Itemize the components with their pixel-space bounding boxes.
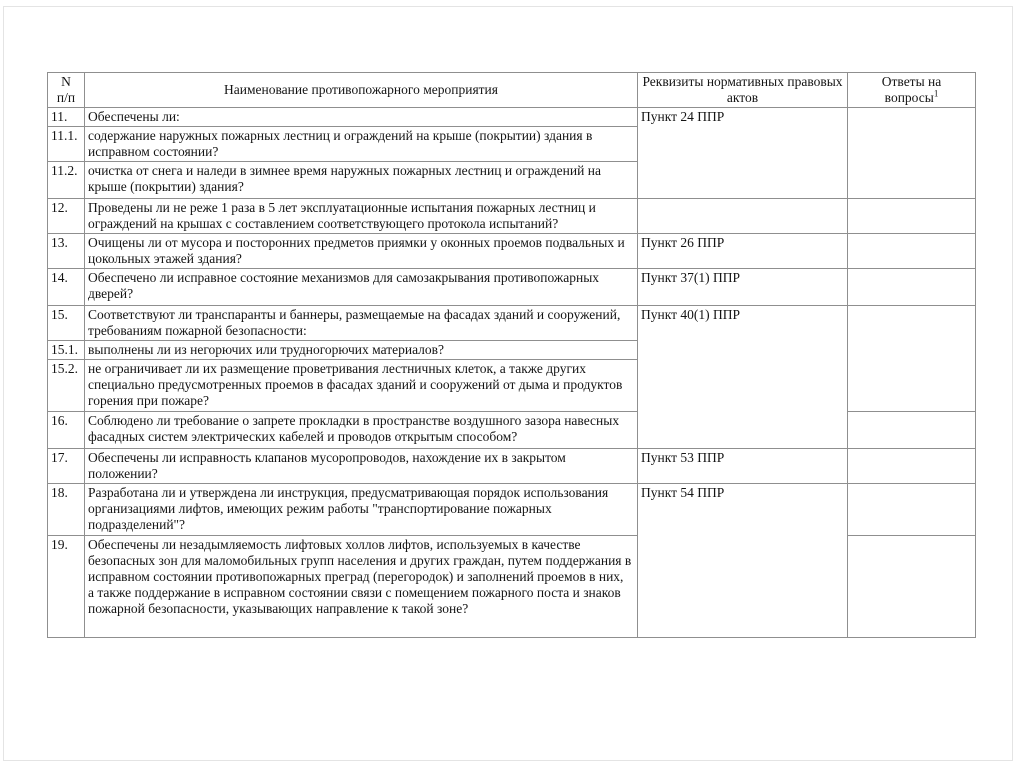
measure-text-cell: Очищены ли от мусора и посторонних предметов приямки у оконных проемов подвальных и цокольных этажей здания? [85,234,638,269]
answer-cell [848,412,976,449]
header-answers-line1: Ответы на [881,74,942,89]
answer-cell [848,269,976,306]
footnote-marker: 1 [933,88,939,99]
answer-cell [848,108,976,199]
answer-cell [848,484,976,536]
fire-safety-checklist-table [47,72,976,638]
header-num-line2: п/п [56,90,76,105]
answer-cell [848,449,976,484]
measure-text-cell: Соответствуют ли транспаранты и баннеры, размещаемые на фасадах зданий и сооружений, требованиям пожарной безопасности: [85,306,638,341]
requisite-cell: Пункт 40(1) ППР [638,306,848,449]
table-row [48,306,976,341]
table-row [48,108,976,127]
requisite-cell: Пункт 54 ППР [638,484,848,638]
measure-text-cell: Соблюдено ли требование о запрете прокладки в пространстве воздушного зазора навесных фасадных систем электрических кабелей и проводов открытым способом? [85,412,638,449]
header-measure-name: Наименование противопожарного мероприятия [85,73,638,108]
answer-cell [848,234,976,269]
header-requisites: Реквизиты нормативных правовых актов [638,73,848,108]
row-number-cell: 13. [48,234,85,269]
row-number-cell: 15.1. [48,341,85,360]
header-answers-line2: вопросы$^1$ [884,88,939,105]
requisite-cell: Пункт 37(1) ППР [638,269,848,306]
measure-text-cell: Проведены ли не реже 1 раза в 5 лет эксплуатационные испытания пожарных лестниц и ограждений на крышах с составлением соответствующего протокола испытаний? [85,199,638,234]
answer-cell [848,199,976,234]
row-number-cell: 19. [48,536,85,638]
table-row [48,449,976,484]
requisite-cell: Пункт 26 ППР [638,234,848,269]
row-number-cell: 11. [48,108,85,127]
row-number-cell: 16. [48,412,85,449]
header-answers [848,73,976,108]
row-number-cell: 15. [48,306,85,341]
measure-text-cell: Обеспечены ли исправность клапанов мусоропроводов, нахождение их в закрытом положении? [85,449,638,484]
measure-text-cell: очистка от снега и наледи в зимнее время наружных пожарных лестниц и ограждений на крыше (покрытии) здания? [85,162,638,199]
table-header-row [48,73,976,108]
requisite-cell: Пункт 53 ППР [638,449,848,484]
header-num-line1: N [61,74,71,89]
row-number-cell: 11.1. [48,127,85,162]
header-num [48,73,85,108]
row-number-cell: 14. [48,269,85,306]
row-number-cell: 12. [48,199,85,234]
row-number-cell: 15.2. [48,360,85,412]
measure-text-cell: не ограничивает ли их размещение проветривания лестничных клеток, а также других специально предусмотренных проемов в фасадах зданий и сооружений от дыма и продуктов горения при пожаре? [85,360,638,412]
table-row [48,269,976,306]
table-row [48,199,976,234]
table-row [48,484,976,536]
requisite-cell [638,199,848,234]
requisite-cell: Пункт 24 ППР [638,108,848,199]
answer-cell [848,306,976,412]
row-number-cell: 11.2. [48,162,85,199]
measure-text-cell: Обеспечены ли незадымляемость лифтовых холлов лифтов, используемых в качестве безопасных зон для маломобильных групп населения и других граждан, путем поддержания в исправном состоянии противопожарных преград (перегородок) и заполнений проемов в них, а также поддержание в исправном состоянии связи с помещением пожарного поста и знаков пожарной безопасности, указывающих направление к такой зоне? [85,536,638,638]
measure-text-cell: Разработана ли и утверждена ли инструкция, предусматривающая порядок использования организациями лифтов, имеющих режим работы "транспортирование пожарных подразделений"? [85,484,638,536]
measure-text-cell: Обеспечено ли исправное состояние механизмов для самозакрывания противопожарных дверей? [85,269,638,306]
measure-text-cell: Обеспечены ли: [85,108,638,127]
measure-text-cell: выполнены ли из негорючих или трудногорючих материалов? [85,341,638,360]
table-row [48,234,976,269]
measure-text-cell: содержание наружных пожарных лестниц и ограждений на крыше (покрытии) здания в исправном состоянии? [85,127,638,162]
answer-cell [848,536,976,638]
row-number-cell: 17. [48,449,85,484]
row-number-cell: 18. [48,484,85,536]
